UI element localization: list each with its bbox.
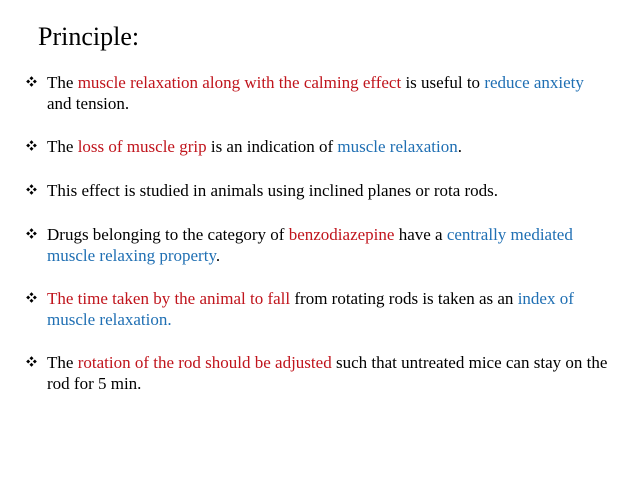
- text-segment: and tension.: [47, 94, 130, 113]
- bullet-item: [26, 288, 611, 330]
- bullet-item: [26, 224, 611, 266]
- highlight-red: rotation of the rod should be adjusted: [77, 353, 332, 372]
- bullet-item: [26, 180, 611, 201]
- text-segment: The: [47, 353, 78, 372]
- text-segment: .: [215, 246, 221, 265]
- four-diamond-bullet-icon: [26, 76, 37, 87]
- text-segment: have a: [394, 225, 447, 244]
- slide-title: Principle:: [38, 22, 140, 51]
- four-diamond-bullet-icon: [26, 356, 37, 367]
- bullet-text: [47, 73, 584, 113]
- bullet-item: [26, 136, 611, 157]
- four-diamond-bullet-icon: [26, 140, 37, 151]
- text-segment: Drugs belonging to the category of: [47, 225, 289, 244]
- bullet-list: [26, 72, 611, 416]
- bullet-text: [47, 137, 462, 156]
- text-segment: .: [457, 137, 462, 156]
- highlight-red: loss of muscle grip: [77, 137, 207, 156]
- highlight-blue: index of muscle relaxation.: [47, 289, 574, 329]
- text-segment: from rotating rods is taken as an: [290, 289, 518, 308]
- bullet-text: [47, 225, 573, 265]
- text-segment: This effect is studied in animals using inclined planes or rota rods.: [47, 181, 499, 200]
- four-diamond-bullet-icon: [26, 184, 37, 195]
- four-diamond-bullet-icon: [26, 292, 37, 303]
- bullet-text: [47, 181, 498, 200]
- bullet-item: [26, 72, 611, 114]
- text-segment: such that untreated mice can stay on the rod for 5 min.: [47, 353, 608, 393]
- highlight-red: muscle relaxation along with the calming effect: [77, 73, 402, 92]
- highlight-red: benzodiazepine: [288, 225, 395, 244]
- bullet-text: [47, 353, 607, 393]
- bullet-text: [47, 289, 574, 329]
- highlight-blue: centrally mediated muscle relaxing property: [47, 225, 573, 265]
- text-segment: is an indication of: [206, 137, 338, 156]
- highlight-blue: reduce anxiety: [484, 73, 584, 92]
- text-segment: The: [47, 137, 78, 156]
- highlight-blue: muscle relaxation: [337, 137, 458, 156]
- highlight-red: The time taken by the animal to fall: [47, 289, 291, 308]
- text-segment: is useful to: [401, 73, 485, 92]
- bullet-item: [26, 352, 611, 394]
- four-diamond-bullet-icon: [26, 228, 37, 239]
- text-segment: The: [47, 73, 78, 92]
